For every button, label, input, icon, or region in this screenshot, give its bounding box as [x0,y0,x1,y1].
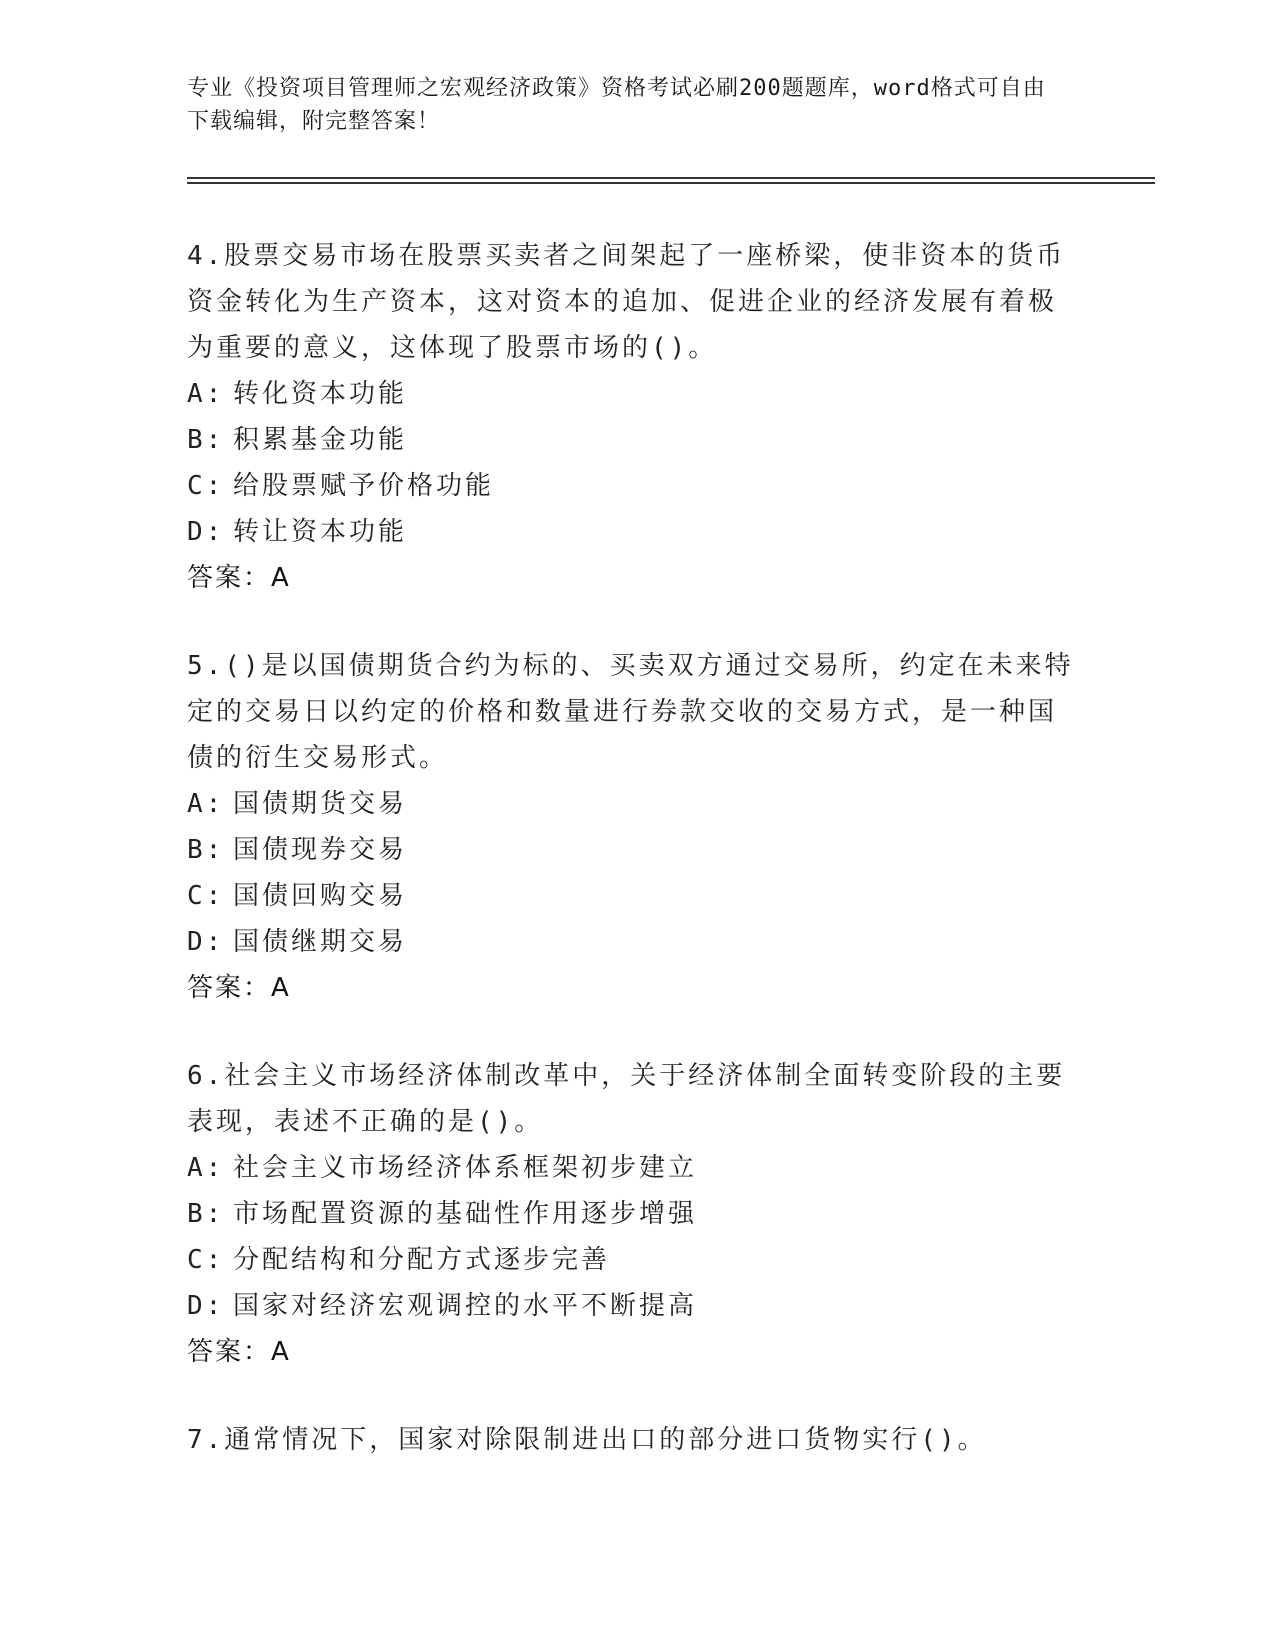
option-letter: D: [187,517,225,547]
option-letter: D: [187,927,225,957]
option-text: 转让资本功能 [233,517,408,547]
header-text: 专业《投资项目管理师之宏观经济政策》资格考试必刷200题题库，word格式可自由下载编辑，附完整答案！ [187,76,1046,134]
option-text: 分配结构和分配方式逐步完善 [233,1245,611,1275]
option-text: 社会主义市场经济体系框架初步建立 [233,1153,698,1183]
option-c [187,873,1077,919]
option-d [187,1283,1077,1329]
answer-line: 答案：A [187,563,291,593]
answer-line: 答案：A [187,973,291,1003]
question-stem: 7.通常情况下，国家对除限制进出口的部分进口货物实行()。 [187,1425,987,1455]
question-stem: 4.股票交易市场在股票买卖者之间架起了一座桥梁，使非资本的货币资金转化为生产资本，这对资本的追加、促进企业的经济发展有着极为重要的意义，这体现了股票市场的()。 [187,241,1066,363]
option-text: 国家对经济宏观调控的水平不断提高 [233,1291,698,1321]
option-c [187,1237,1077,1283]
option-a [187,1145,1077,1191]
option-a [187,781,1077,827]
question-list [187,233,1077,1505]
question-stem: 6.社会主义市场经济体制改革中，关于经济体制全面转变阶段的主要表现，表述不正确的是()。 [187,1061,1066,1137]
option-text: 积累基金功能 [233,425,408,455]
question-6 [187,1053,1077,1375]
option-text: 国债回购交易 [233,881,408,911]
option-letter: B: [187,425,225,455]
option-text: 给股票赋予价格功能 [233,471,495,501]
option-letter: C: [187,1245,225,1275]
question-5 [187,643,1077,1011]
option-a [187,371,1077,417]
option-letter: D: [187,1291,225,1321]
question-stem: 5.()是以国债期货合约为标的、买卖双方通过交易所，约定在未来特定的交易日以约定的价格和数量进行券款交收的交易方式，是一种国债的衍生交易形式。 [187,651,1074,773]
option-text: 国债现券交易 [233,835,408,865]
option-letter: A: [187,1153,225,1183]
option-letter: C: [187,881,225,911]
document-header [187,72,1067,138]
option-letter: B: [187,835,225,865]
question-7 [187,1417,1077,1463]
answer-line: 答案：A [187,1337,291,1367]
option-letter: C: [187,471,225,501]
option-d [187,919,1077,965]
option-text: 市场配置资源的基础性作用逐步增强 [233,1199,698,1229]
question-4 [187,233,1077,601]
option-d [187,509,1077,555]
option-letter: A: [187,379,225,409]
option-text: 国债继期交易 [233,927,408,957]
header-divider-bottom [187,182,1155,184]
option-b [187,417,1077,463]
option-text: 转化资本功能 [233,379,408,409]
option-b [187,827,1077,873]
option-letter: B: [187,1199,225,1229]
option-text: 国债期货交易 [233,789,408,819]
header-divider-top [187,177,1155,179]
option-letter: A: [187,789,225,819]
option-c [187,463,1077,509]
option-b [187,1191,1077,1237]
